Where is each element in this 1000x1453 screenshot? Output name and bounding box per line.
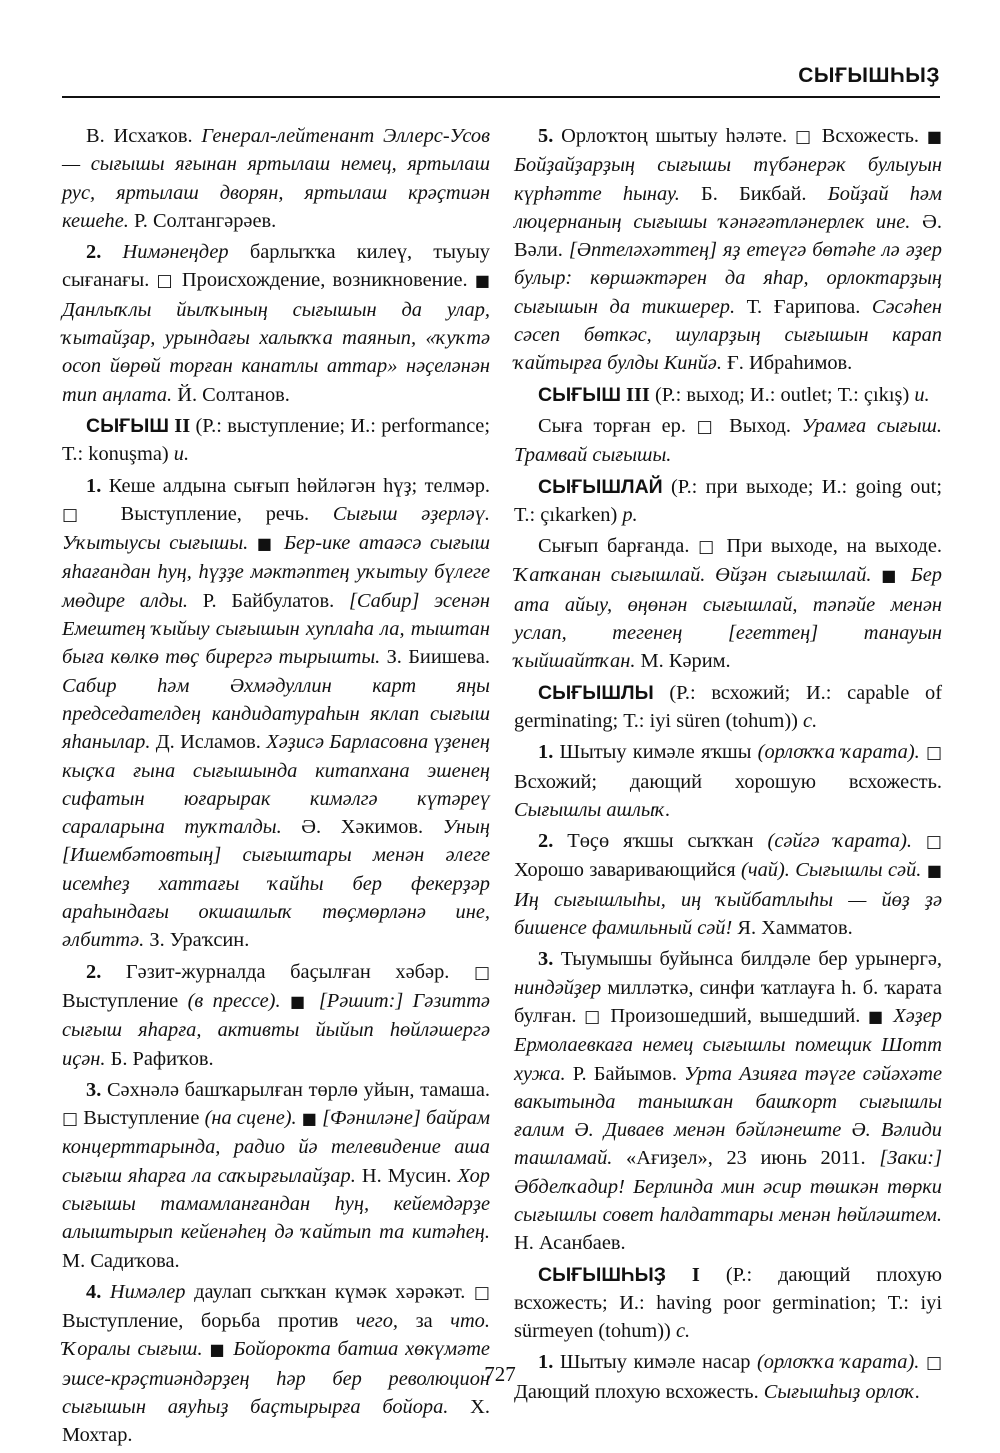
dictionary-paragraph: СЫҒЫШЛАЙ (Р.: при выходе; И.: going out; Т.: çıkarken) р. [514,475,942,526]
dictionary-paragraph: 4. Нимәлер даулап сыҡҡан күмәк хәрәкәт. □ Выступление, борьба против чего, за что. Ҡоралы сығыш. ■ Бойорокта батша хөкүмәте эшсе-крәҫтиәндәрҙең һәр бер революцион сығышын аяуһыҙ баҫтырырға бойора. Х. Мохтар. [62,1280,491,1447]
dictionary-paragraph: 2. Нимәнеңдер барлыҡҡа килеү, тыуыу сығанағы. □ Происхождение, возникновение. ■ Данлыҡлы йылҡының сығышын да улар, ҡытайҙар, урындағы халыҡҡа таянып, «ҡуҡтә осоп йөрөй торған канатлы аттар» нәҫеләнән тип аңлата. Й. Солтанов. [62,241,490,406]
dictionary-paragraph: 1. Шытыу кимәле яҡшы (орлоҡҡа ҡарата). □ Всхожий; дающий хорошую всхожесть. Сығышлы ашлыҡ. [514,741,942,821]
dictionary-paragraph: СЫҒЫШЛЫ (Р.: всхожий; И.: capable of germinating; Т.: iyi süren (tohum)) с. [514,681,942,732]
page-number: 727 [484,1362,516,1386]
dictionary-paragraph: Сыға торған ер. □ Выход. Урамға сығыш. Трамвай сығышы. [514,414,943,467]
dictionary-paragraph: Сығып барғанда. □ При выходе, на выходе. Ҡапҡанан сығышлай. Өйҙән сығышлай. ■ Бер ата айыу, өңөнән сығышлай, тәпәйе менән услап, тегенең [егеттең] танауын ҡыйшайтҡан. М. Кәрим. [514,535,942,673]
dictionary-paragraph: 3. Тыумышы буйынса билдәле бер урынергә, ниндәйҙер милләткә, синфи ҡатлауға һ. б. ҡарата булған. □ Произошедший, вышедший. ■ Хәҙер Ермолаевкаға немец сығышлы помещик Шотт хужа. Р. Байымов. Урта Азияға тәүге сәйәхәте вакытында танышҡан башҡорт сығышлы ғалим Ә. Диваев менән бәйләнеште Ә. Вәлиди ташламай. «Ағиҙел», 23 июнь 2011. [Заки:] Әбделҡадир! Берлинда мин әсир төшкән төрки сығышлы совет һалдаттары менән һөйләштем. Н. Асанбаев. [514,948,943,1255]
running-head-word: СЫҒЫШҺЫҘ [798,64,940,87]
running-header [62,58,940,98]
dictionary-paragraph: 1. Кеше алдына сығып һөйләгән һүҙ; телмәр. □ Выступление, речь. Сығыш әҙерләү. Уҡытыусы сығышы. ■ Бер-ике атаәсә сығыш яһағандан һуң, һүҙҙе мәктәптең уҡытыу бүлеге мөдире алды. Р. Байбулатов. [Сабир] эсенән Емештең ҡыйыу сығышын хуплаһа ла, тыштан быға көлкө төҫ бирергә тырышты. З. Биишева. Сабир һәм Әхмәдуллин карт яңы председателдең кандидатураһын яклап сығыш яһанылар. Д. Исламов. Хәҙисә Барласовна үҙенең кыҫҡа ғына сығышында китапхана эшенең сифатын юғарырак кимәлгә күтәреү сараларына туҡталды. Ә. Хәкимов. Уның [Ишембәтовтың] сығыштары менән әлеге исемһеҙ хаттағы ҡайһы бер фекерҙәр араһындағы окшашлыҡ төҫмөрләнә ине, әлбиттә. З. Ураҡсин. [62,474,491,952]
dictionary-paragraph: СЫҒЫШ II (Р.: выступление; И.: performance; Т.: konuşma) и. [62,414,490,466]
header-rule [62,96,940,98]
left-column [62,122,490,1453]
dictionary-paragraph: СЫҒЫШ III (Р.: выход; И.: outlet; Т.: çıkış) и. [538,383,930,406]
right-column [514,122,942,1409]
dictionary-paragraph: 2. Төҫө яҡшы сыҡҡан (сәйгә ҡарата). □ Хорошо заваривающийся (чай). Сығышлы сәй. ■ Иң сығышлыһы, иң ҡыйбатлыһы — йөҙ ҙә бишенсе фамильный сәй! Я. Хамматов. [514,830,942,940]
dictionary-paragraph: СЫҒЫШҺЫҘ I (Р.: дающий плохую всхожесть; И.: having poor germination; Т.: iyi sürmeyen (tohum)) с. [514,1263,942,1343]
dictionary-paragraph: 3. Сәхнәлә башҡарылған төрлө уйын, тамаша. □ Выступление (на сцене). ■ [Фәниләне] байрам концерттарында, радио йә телевидение аша сығыш яһарға ла саҡырғылайҙар. Н. Мусин. Хор сығышы тамамланғандан һуң, кейемдәрҙе алыштырып кейенәһең дә ҡайтып та китәһең. М. Садиҡова. [62,1078,491,1272]
dictionary-paragraph: 1. Шытыу кимәле насар (орлоҡҡа ҡарата). □ Дающий плохую всхожесть. Сығышһыҙ орлоҡ. [514,1351,942,1403]
dictionary-paragraph: В. Исхаҡов. Генерал-лейтенант Эллерс-Усов — сығышы яғынан яртылаш немец, яртылаш рус, яртылаш дворян, яртылаш крәҫтиән кешеһе. Р. Солтангәрәев. [62,125,490,232]
dictionary-paragraph: 2. Гәзит-журналда баҫылған хәбәр. □ Выступление (в прессе). ■ [Рәшит:] Гәзиттә сығыш яһарға, активты йыйып һөйләшергә иҫән. Б. Рафиҡов. [62,960,490,1070]
dictionary-paragraph: 5. Орлоҡтоң шытыу һәләте. □ Всхожесть. ■ Бойҙайҙарҙың сығышы түбәнерәк булыуын күрһәтте һынау. Б. Бикбай. Бойҙай һәм люцернаның сығышы ҡәнәғәтләнерлек ине. Ә. Вәли. [Әптеләхәттең] яҙ етеүгә бөтәһе лә әҙер булыр: көршәктәрен да яһар, орлоктарҙың сығышын да тикшерер. Т. Ғарипова. Сәсәһен сәсеп бөткәс, шуларҙың сығышын карап ҡайтырға булды Кинйә. Ғ. Ибраһимов. [514,125,943,375]
